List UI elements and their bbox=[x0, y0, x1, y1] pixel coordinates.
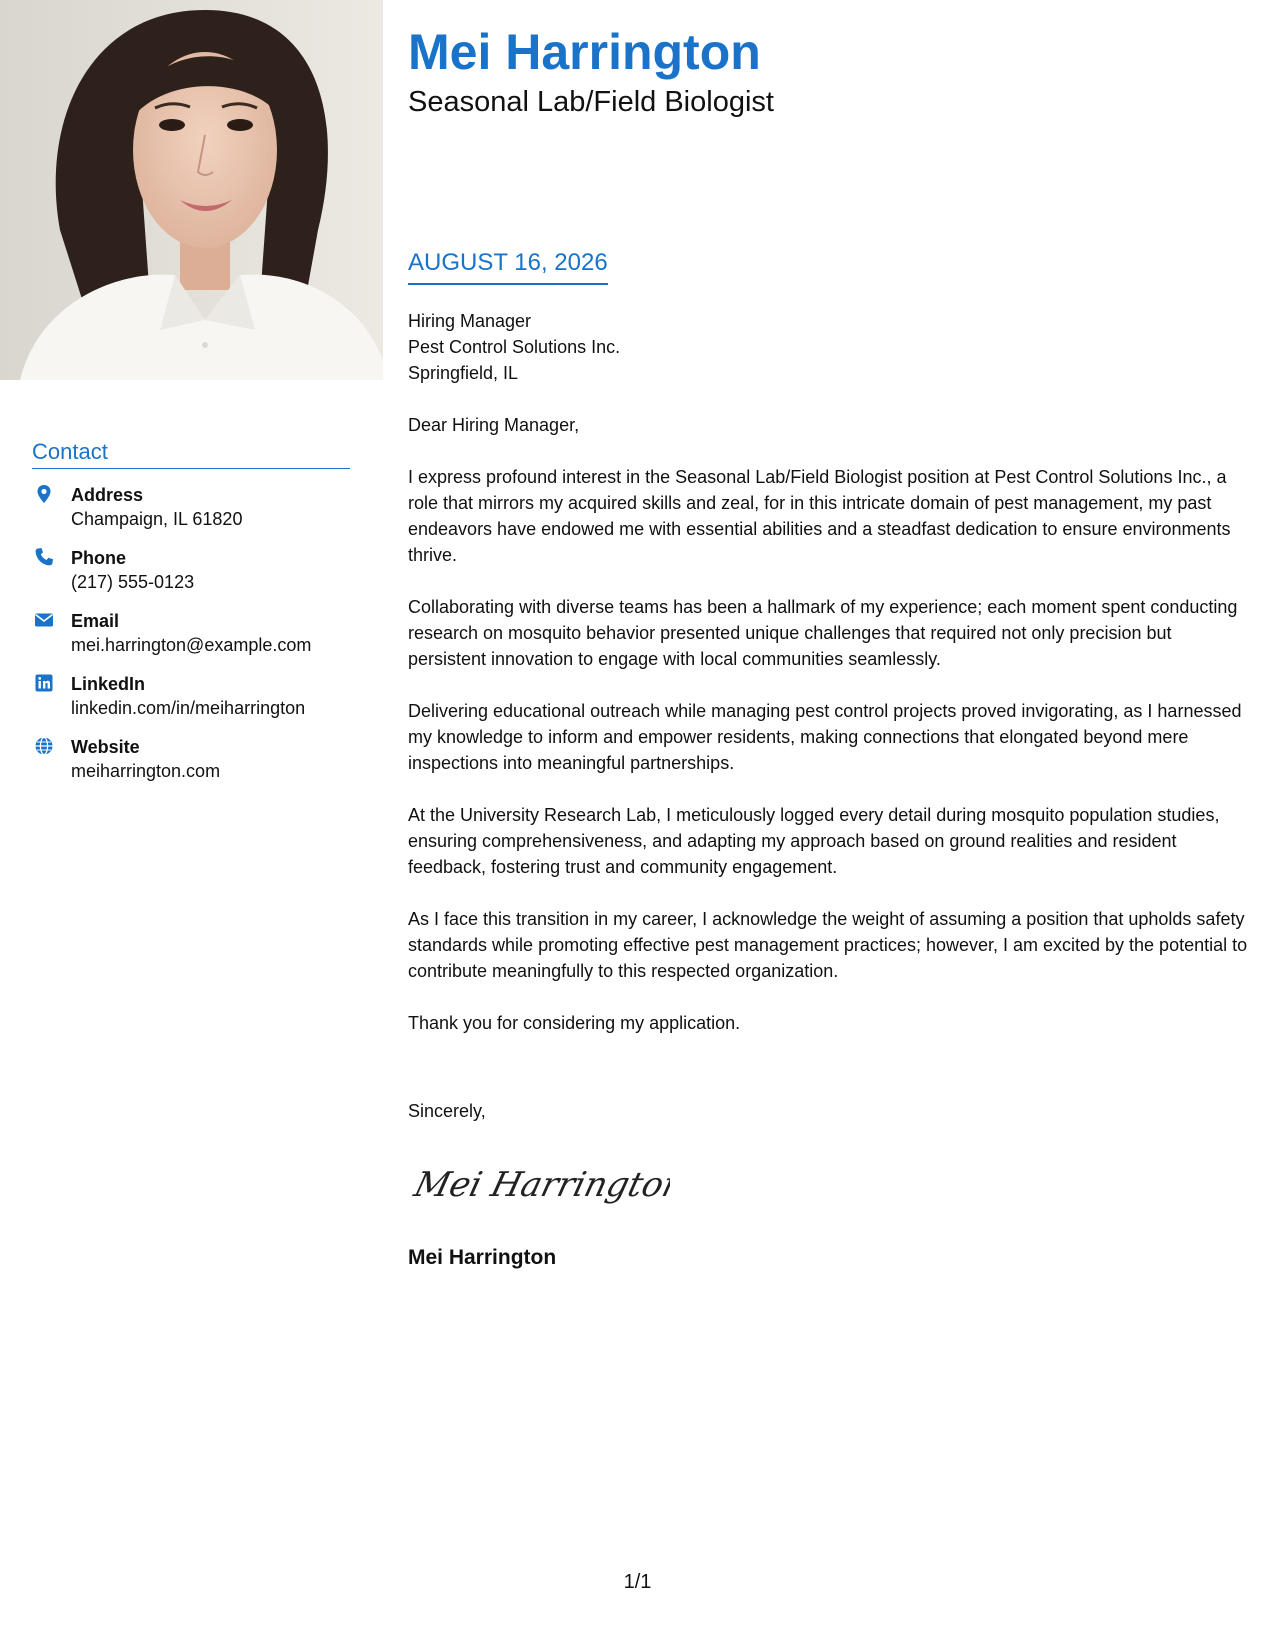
contact-value: Champaign, IL 61820 bbox=[71, 509, 243, 529]
contact-label: Address bbox=[71, 485, 144, 505]
job-title: Seasonal Lab/Field Biologist bbox=[408, 86, 774, 118]
contact-item-linkedin bbox=[32, 672, 362, 735]
handwritten-signature bbox=[410, 1150, 670, 1225]
recipient-line: Hiring Manager bbox=[408, 311, 532, 331]
contact-list bbox=[32, 483, 362, 798]
globe-icon bbox=[34, 736, 54, 756]
page-number: 1/1 bbox=[623, 1571, 652, 1593]
contact-value: meiharrington.com bbox=[71, 761, 221, 781]
applicant-name: Mei Harrington bbox=[408, 24, 761, 80]
letter-body bbox=[408, 308, 1253, 1062]
map-pin-icon bbox=[34, 484, 54, 504]
letter-paragraph: Thank you for considering my application. bbox=[408, 1013, 741, 1033]
signature-text: Mei Harrington bbox=[410, 1165, 670, 1205]
recipient-block bbox=[408, 308, 1253, 386]
contact-label: LinkedIn bbox=[71, 674, 146, 694]
contact-value: (217) 555-0123 bbox=[71, 572, 195, 592]
contact-value: linkedin.com/in/meiharrington bbox=[71, 698, 306, 718]
letter-paragraph: As I face this transition in my career, I acknowledge the weight of assuming a position that upholds safety standards while promoting effective pest management practices; however, I am excited by the potential to contribute meaningfully to this respected organization. bbox=[408, 909, 1248, 981]
contact-item-website bbox=[32, 735, 362, 798]
linkedin-icon bbox=[34, 673, 54, 693]
sidebar bbox=[0, 0, 383, 1650]
recipient-line: Springfield, IL bbox=[408, 363, 519, 383]
contact-label: Phone bbox=[71, 548, 127, 568]
contact-value: mei.harrington@example.com bbox=[71, 635, 312, 655]
letter-paragraph: I express profound interest in the Seasonal Lab/Field Biologist position at Pest Control Solutions Inc., a role that mirrors my acquired skills and zeal, for in this intricate domain of pest management, my past endeavors have endowed me with essential abilities and a steadfast dedication to ensure environments thrive. bbox=[408, 467, 1231, 565]
contact-heading: Contact bbox=[32, 439, 350, 469]
profile-photo bbox=[0, 0, 383, 380]
letter-paragraph: Collaborating with diverse teams has been a hallmark of my experience; each moment spent conducting research on mosquito behavior presented unique challenges that required not only precision but persistent innovation to engage with local communities seamlessly. bbox=[408, 597, 1238, 669]
recipient-line: Pest Control Solutions Inc. bbox=[408, 337, 621, 357]
contact-item-phone bbox=[32, 546, 362, 609]
letter-paragraph: Delivering educational outreach while managing pest control projects proved invigorating, as I harnessed my knowledge to inform and empower residents, making connections that elongated beyond mere inspections into meaningful partnerships. bbox=[408, 701, 1242, 773]
letter-paragraph: At the University Research Lab, I meticulously logged every detail during mosquito population studies, ensuring comprehensiveness, and adapting my approach based on ground realities and resident feedback, fostering trust and community engagement. bbox=[408, 805, 1220, 877]
envelope-icon bbox=[34, 610, 54, 630]
salutation: Dear Hiring Manager, bbox=[408, 415, 580, 435]
letter-date: AUGUST 16, 2026 bbox=[408, 248, 608, 285]
contact-label: Website bbox=[71, 737, 140, 757]
signed-name: Mei Harrington bbox=[408, 1246, 557, 1269]
phone-icon bbox=[34, 547, 54, 567]
closing: Sincerely, bbox=[408, 1101, 486, 1121]
contact-item-email bbox=[32, 609, 362, 672]
contact-item-address bbox=[32, 483, 362, 546]
contact-label: Email bbox=[71, 611, 120, 631]
